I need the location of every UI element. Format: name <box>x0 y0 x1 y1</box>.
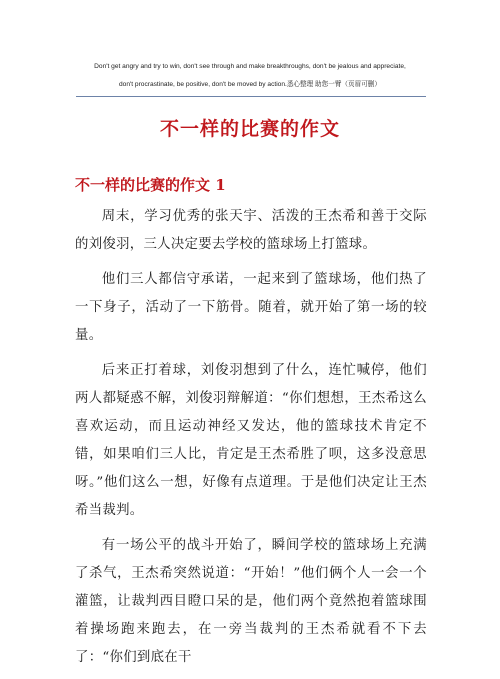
document-title: 不一样的比赛的作文 <box>159 118 340 140</box>
paragraph: 他们三人都信守承诺，一起来到了篮球场，他们热了一下身子，活动了一下筋骨。随着，就开始了第一场的较量。 <box>75 272 427 343</box>
header-line-1: Don't get angry and try to win, don't see through and make breakthroughs, don't be jealous and appreciate, <box>94 63 406 70</box>
header-divider <box>76 96 426 97</box>
section-heading: 不一样的比赛的作文 1 <box>75 176 226 194</box>
paragraph: 有一场公平的战斗开始了，瞬间学校的篮球场上充满了杀气，王杰希突然说道：“开始！”他们俩个人一会一个灌篮，让裁判西目瞪口呆的是，他们两个竟然抱着篮球围着操场跑来跑去，在一旁当裁判的王杰希就看不下去了：“你们到底在干 <box>75 538 427 665</box>
page-header <box>70 58 430 94</box>
paragraph: 周末，学习优秀的张天宇、活泼的王杰希和善于交际的刘俊羽，三人决定要去学校的篮球场上打篮球。 <box>75 209 427 252</box>
paragraph: 后来正打着球，刘俊羽想到了什么，连忙喊停，他们两人都疑惑不解，刘俊羽辩解道：“你们想想，王杰希这么喜欢运动，而且运动神经又发达，他的篮球技术肯定不错，如果咱们三人比，肯定是王杰希胜了呗，这多没意思呀。”他们这么一想，好像有点道理。于是他们决定让王杰希当裁判。 <box>75 363 427 518</box>
header-line-2: don't procrastinate, be positive, don't be moved by action.悉心整理 助您一臂（页眉可删） <box>119 81 381 88</box>
body-text <box>75 203 427 679</box>
